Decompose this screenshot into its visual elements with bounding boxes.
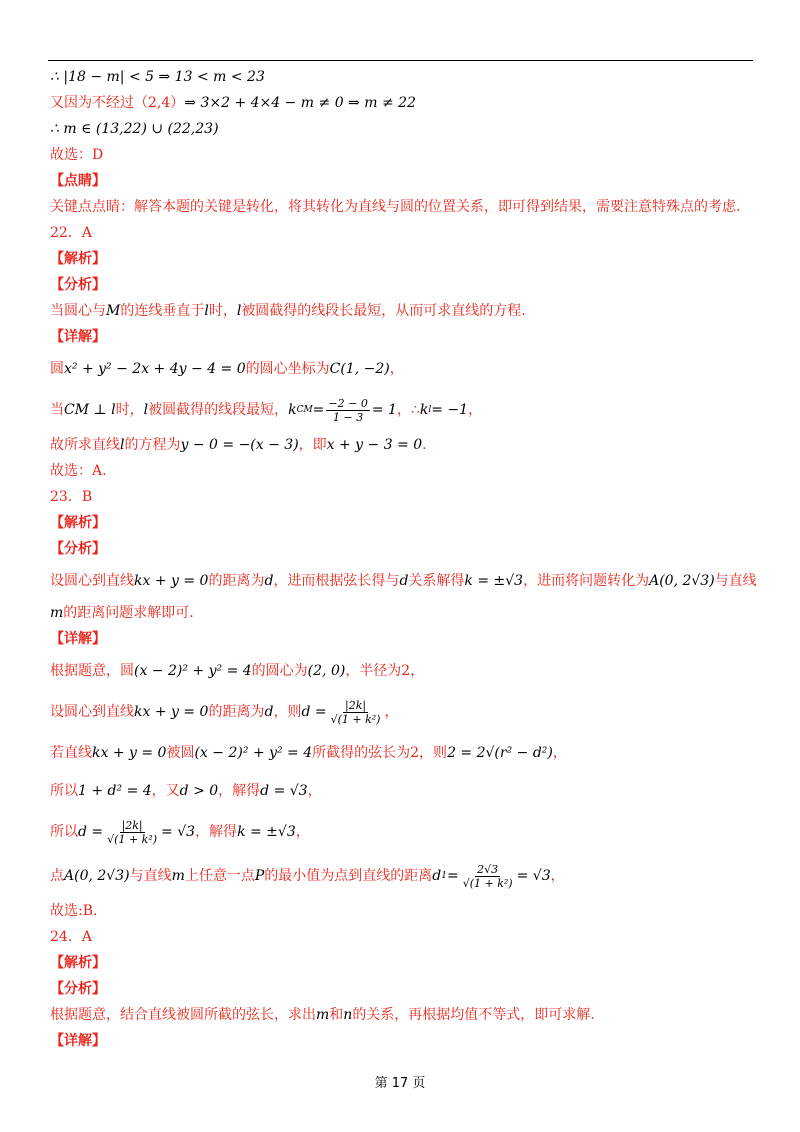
math-symbol: d — [264, 704, 274, 720]
math-symbol: k — [288, 402, 297, 418]
text-span: ，又 — [151, 783, 180, 799]
text-span: 被圆截得的线段最短， — [148, 402, 289, 418]
section-heading: 【详解】 — [50, 631, 106, 647]
header-rule — [48, 60, 753, 61]
math-expression: kx + y = 0 — [92, 745, 167, 761]
text-span: . — [422, 437, 427, 453]
text-line — [50, 810, 760, 854]
text-span: 的距离为 — [208, 704, 265, 720]
math-symbol: = — [312, 402, 325, 418]
text-span: ， — [295, 824, 310, 840]
text-line — [50, 690, 760, 734]
section-heading: 【分析】 — [50, 277, 106, 293]
math-expression: 2 = 2√(r² − d²) — [447, 745, 553, 761]
math-expression: (x − 2)² + y² = 4 — [194, 745, 313, 761]
text-line: 故选：A. — [50, 463, 107, 479]
text-span: ， — [307, 783, 322, 799]
section-heading: 【分析】 — [50, 541, 106, 557]
text-span: ，解得 — [218, 783, 261, 799]
math-symbol: d — [264, 573, 274, 589]
math-expression: d = √3 — [260, 783, 308, 799]
math-expression: d > 0 — [179, 783, 219, 799]
text-span: 设圆心到直线 — [50, 704, 134, 720]
fraction-denominator: 1 − 3 — [333, 410, 364, 424]
fraction-numerator: −2 − 0 — [328, 396, 368, 410]
math-symbol: = — [446, 868, 459, 884]
section-heading: 【解析】 — [50, 251, 106, 267]
section-heading: 【解析】 — [50, 955, 106, 971]
math-symbol: l — [120, 437, 125, 453]
text-span: 设圆心到直线 — [50, 573, 134, 589]
text-span: 圆 — [50, 361, 64, 377]
text-line — [50, 854, 760, 898]
text-span: 与直线 — [714, 573, 757, 589]
text-span: ∴ — [410, 402, 420, 418]
text-span: 的距离问题求解即可. — [63, 605, 194, 621]
text-line — [50, 90, 760, 116]
math-expression: ⇒ 3×2 + 4×4 − m ≠ 0 ⇒ m ≠ 22 — [184, 95, 416, 111]
fraction-numerator: |2k| — [121, 818, 143, 832]
fraction — [461, 863, 515, 890]
text-span: ， — [396, 402, 411, 418]
text-line — [50, 734, 760, 772]
math-symbol: d = — [301, 704, 327, 720]
page-number: 第 17 页 — [374, 1076, 426, 1091]
question-number: 24．A — [50, 929, 92, 945]
math-expression: k = ±√3 — [237, 824, 296, 840]
text-line — [50, 116, 760, 142]
text-line — [50, 432, 760, 458]
text-span: ，进而根据弦长得与 — [273, 573, 400, 589]
fraction — [326, 397, 369, 424]
math-expression: 1 + d² = 4 — [78, 783, 152, 799]
text-span: 所截得的弦长为2，则 — [312, 745, 448, 761]
math-symbol: l — [236, 303, 242, 319]
math-expression: (2, 0) — [307, 663, 346, 679]
fraction-numerator: |2k| — [345, 698, 367, 712]
math-symbol: m — [316, 1007, 330, 1023]
math-expression: C(1, −2) — [329, 361, 390, 377]
section-heading: 【分析】 — [50, 981, 106, 997]
text-line — [50, 350, 760, 388]
text-span: 点 — [50, 868, 64, 884]
text-line: 关键点点睛：解答本题的关键是转化，将其转化为直线与圆的位置关系，即可得到结果，需要注意特殊点的考虑. — [50, 199, 741, 215]
math-symbol: P — [254, 868, 265, 884]
text-line: 故选:B. — [50, 903, 98, 919]
text-span: 所以 — [50, 824, 78, 840]
text-span: 的圆心坐标为 — [245, 361, 330, 377]
text-span: 的方程为 — [124, 437, 181, 453]
math-expression: kx + y = 0 — [134, 704, 209, 720]
math-subscript: CM — [296, 405, 313, 415]
math-expression: (x − 2)² + y² = 4 — [134, 663, 252, 679]
text-line — [50, 652, 760, 690]
text-line — [50, 1002, 760, 1028]
fraction-numerator: 2√3 — [477, 862, 499, 876]
section-heading: 【详解】 — [50, 1033, 106, 1049]
text-line — [50, 562, 760, 600]
math-expression: kx + y = 0 — [134, 573, 209, 589]
question-number: 23．B — [50, 489, 93, 505]
math-expression: ∴ m ∈ (13,22) ∪ (22,23) — [50, 121, 219, 137]
math-symbol: M — [106, 303, 121, 319]
math-expression: y − 0 = −(x − 3) — [180, 437, 299, 453]
math-symbol: l — [204, 303, 209, 319]
math-subscript: 1 — [441, 871, 447, 881]
math-expression: ∴ |18 − m| < 5 ⇒ 13 < m < 23 — [50, 69, 265, 85]
section-heading: 【解析】 — [50, 515, 106, 531]
text-span: ，半径为2， — [345, 663, 425, 679]
math-symbol: d — [432, 868, 442, 884]
fraction-denominator: √(1 + k²) — [107, 832, 158, 846]
fraction-denominator: √(1 + k²) — [330, 712, 381, 726]
text-span: 所以 — [50, 783, 78, 799]
text-line — [50, 64, 760, 90]
text-span: ，即 — [298, 437, 327, 453]
text-span: ，解得 — [195, 824, 238, 840]
text-span: 与直线 — [129, 868, 172, 884]
math-symbol: = −1 — [431, 402, 469, 418]
text-span: 的最小值为点到直线的距离 — [264, 868, 433, 884]
text-span: 故所求直线 — [50, 437, 120, 453]
section-heading: 【点睛】 — [50, 173, 106, 189]
math-symbol: n — [343, 1007, 353, 1023]
math-symbol: d = — [78, 824, 104, 840]
text-span: ，则 — [273, 704, 302, 720]
fraction — [329, 699, 383, 726]
fraction-denominator: √(1 + k²) — [462, 876, 513, 890]
text-span: 的连线垂直于 — [120, 303, 205, 319]
text-line: 故选：D — [50, 147, 104, 163]
math-symbol: k — [419, 402, 429, 418]
text-span: ， — [468, 402, 483, 418]
text-span: ， — [384, 704, 399, 720]
math-symbol: d — [399, 573, 409, 589]
text-span: 时， — [208, 303, 237, 319]
text-span: ， — [550, 868, 565, 884]
question-number: 22．A — [50, 225, 92, 241]
math-expression: x + y − 3 = 0 — [326, 437, 423, 453]
text-span: 若直线 — [50, 745, 92, 761]
text-line — [50, 772, 760, 810]
math-expression: A(0, 2√3) — [64, 868, 130, 884]
math-symbol: m — [171, 868, 185, 884]
math-symbol: l — [143, 402, 149, 418]
text-span: 的圆心为 — [251, 663, 308, 679]
text-span: 的关系，再根据均值不等式，即可求解. — [352, 1007, 595, 1023]
text-span: 又因为不经过（2,4） — [50, 95, 185, 111]
section-heading: 【详解】 — [50, 329, 106, 345]
math-symbol: m — [50, 605, 64, 621]
text-span: ， — [389, 361, 404, 377]
text-span: 根据题意，结合直线被圆所截的弦长，求出 — [50, 1007, 316, 1023]
fraction — [105, 819, 159, 846]
text-span: 当 — [50, 402, 64, 418]
text-line — [50, 600, 760, 626]
text-span: 关系解得 — [408, 573, 465, 589]
math-symbol: = √3 — [516, 868, 551, 884]
math-expression: A(0, 2√3) — [649, 573, 715, 589]
text-span: 根据题意，圆 — [50, 663, 134, 679]
text-span: ，进而将问题转化为 — [523, 573, 650, 589]
text-span: ， — [552, 745, 567, 761]
math-subscript: l — [428, 405, 432, 415]
text-span: 时， — [115, 402, 144, 418]
math-symbol: = √3 — [161, 824, 196, 840]
text-line — [50, 298, 760, 324]
text-span: 上任意一点 — [184, 868, 255, 884]
text-span: 的距离为 — [208, 573, 265, 589]
math-symbol: = 1 — [371, 402, 397, 418]
text-line — [50, 388, 760, 432]
text-span: 被圆截得的线段长最短，从而可求直线的方程. — [241, 303, 526, 319]
math-expression: CM ⊥ l — [64, 402, 116, 418]
math-expression: k = ±√3 — [464, 573, 524, 589]
text-span: 和 — [329, 1007, 344, 1023]
text-span: 当圆心与 — [50, 303, 106, 319]
page-content — [50, 64, 760, 1054]
text-span: 被圆 — [166, 745, 195, 761]
math-expression: x² + y² − 2x + 4y − 4 = 0 — [64, 361, 246, 377]
